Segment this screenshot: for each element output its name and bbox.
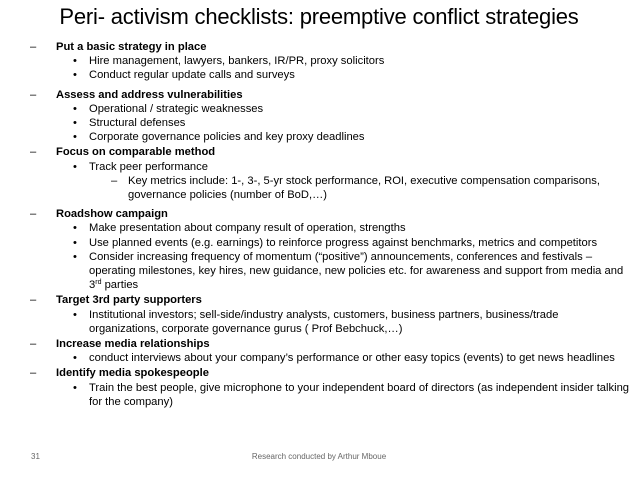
section-basic-strategy: [30, 40, 630, 83]
section-dash: –: [30, 208, 37, 221]
section-spokespeople: [30, 366, 630, 409]
section-title: Increase media relationships: [56, 338, 210, 351]
bullet-text: Make presentation about company result of operation, strengths: [89, 222, 406, 235]
bullet-text: Track peer performance: [89, 160, 208, 173]
bullet-text: Corporate governance policies and key proxy deadlines: [89, 131, 365, 144]
section-title: Focus on comparable method: [56, 146, 216, 159]
section-dash: –: [30, 338, 37, 351]
bullet-text: Conduct regular update calls and surveys: [89, 69, 295, 82]
bullet-dot: •: [73, 308, 77, 321]
bullet-dot: •: [73, 102, 77, 115]
bullet-dot: •: [73, 381, 77, 394]
bullet-text: Use planned events (e.g. earnings) to reinforce progress against benchmarks, metrics and competitors: [89, 236, 598, 249]
sub-bullet-item: [108, 174, 630, 202]
bullet-dot: •: [73, 250, 77, 263]
bullet-dot: •: [73, 222, 77, 235]
section-third-party: [30, 293, 630, 336]
bullet-item: [69, 130, 630, 144]
sub-bullet-dash: –: [111, 174, 118, 187]
section-title: Target 3rd party supporters: [56, 294, 202, 307]
bullet-item: [69, 54, 630, 68]
section-dash: –: [30, 294, 37, 307]
section-dash: –: [30, 88, 37, 101]
bullet-dot: •: [73, 352, 77, 365]
section-roadshow: [30, 207, 630, 292]
bullet-item: [69, 351, 630, 365]
section-dash: –: [30, 367, 37, 380]
bullet-item: [69, 308, 630, 336]
section-title: Roadshow campaign: [56, 208, 168, 221]
bullet-item: [69, 68, 630, 82]
section-comparable-method: [30, 145, 630, 202]
bullet-dot: •: [73, 236, 77, 249]
page-number: 31: [31, 452, 40, 461]
bullet-text: Operational / strategic weaknesses: [89, 102, 264, 115]
bullet-dot: •: [73, 160, 77, 173]
section-dash: –: [30, 41, 37, 53]
bullet-text: Train the best people, give microphone to your independent board of directors (as independent insider talking for the company): [89, 381, 630, 408]
bullet-item: [69, 116, 630, 130]
bullet-item: [69, 381, 630, 409]
bullet-dot: •: [73, 69, 77, 82]
bullet-item: [69, 250, 630, 293]
bullet-text: Institutional investors; sell-side/industry analysts, customers, business partners, business/trade organizations, corporate governance gurus ( Prof Bebchuck,…): [89, 308, 559, 335]
section-vulnerabilities: [30, 88, 630, 145]
bullet-dot: •: [73, 117, 77, 130]
bullet-dot: •: [73, 55, 77, 68]
bullet-item: [69, 160, 630, 174]
bullet-item: [69, 236, 630, 250]
sub-bullet-text: Key metrics include: 1-, 3-, 5-yr stock performance, ROI, executive compensation comparisons, governance policies (number of BoD,…): [128, 174, 600, 202]
bullet-text: conduct interviews about your company’s performance or other easy topics (events) to get news headlines: [89, 352, 615, 365]
bullet-dot: •: [73, 131, 77, 144]
superscript: rd: [95, 279, 102, 287]
slide-title: Peri- activism checklists: preemptive conflict strategies: [59, 4, 579, 29]
section-title: Put a basic strategy in place: [56, 41, 207, 53]
bullet-item: [69, 221, 630, 235]
bullet-item: [69, 102, 630, 116]
section-title: Identify media spokespeople: [56, 367, 209, 380]
bullet-text: Consider increasing frequency of momentum (“positive”) announcements, conferences and festivals – operating milestones, key hires, new guidance, new policies etc. for awareness and support from media and 3: [89, 250, 624, 292]
section-media-relationships: [30, 337, 630, 365]
section-title: Assess and address vulnerabilities: [56, 88, 243, 101]
checklist: [30, 40, 630, 409]
bullet-text-tail: parties: [101, 279, 139, 292]
footer-credit: Research conducted by Arthur Mboue: [251, 452, 387, 461]
section-dash: –: [30, 146, 37, 159]
bullet-text: Hire management, lawyers, bankers, IR/PR, proxy solicitors: [89, 55, 385, 68]
bullet-text: Structural defenses: [89, 117, 186, 130]
